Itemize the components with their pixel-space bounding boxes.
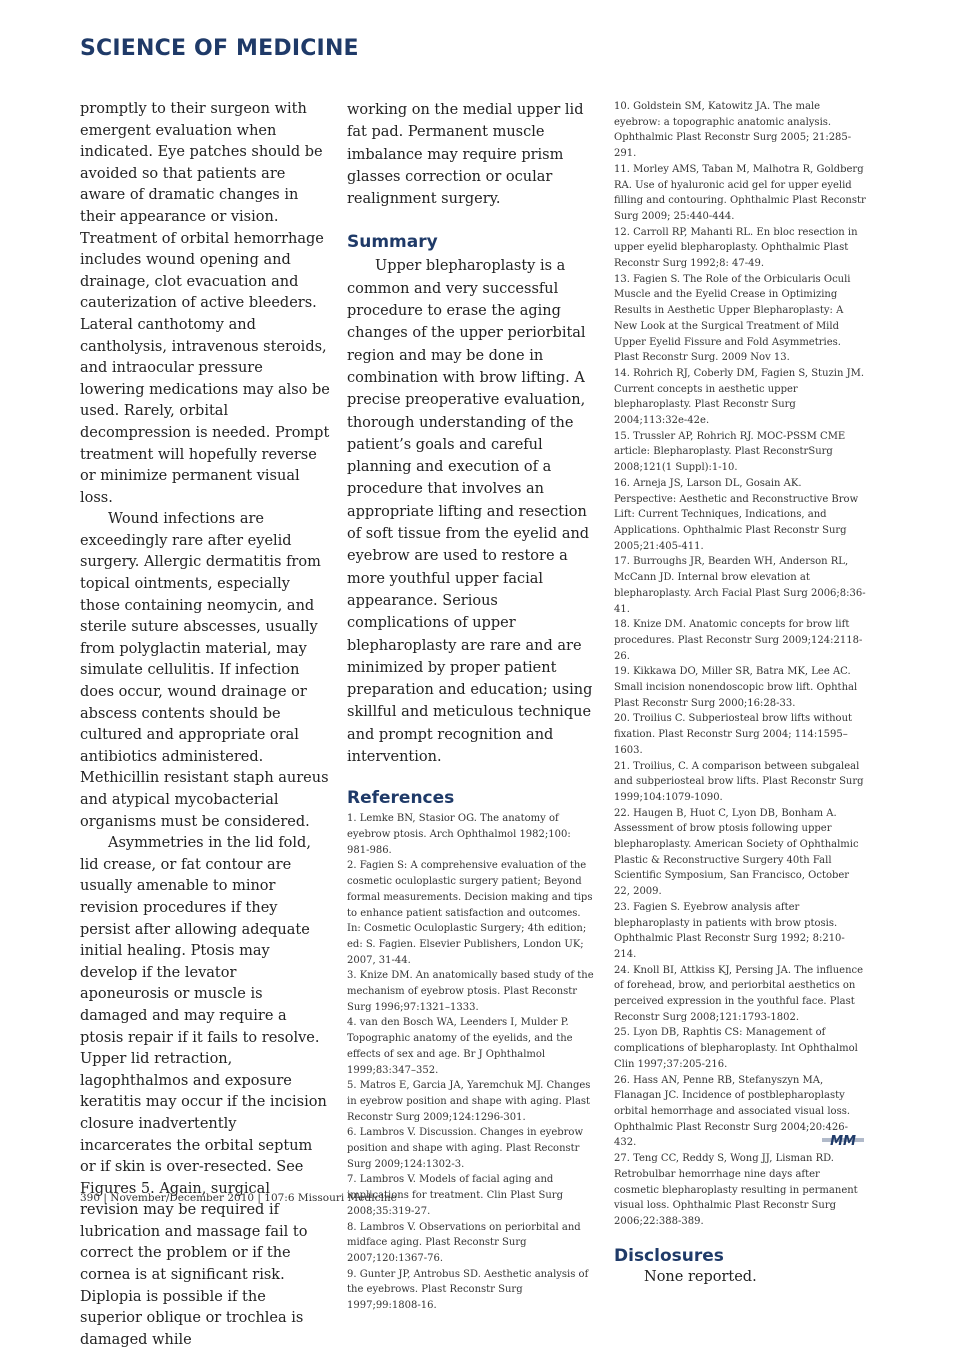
reference-list-continued — [614, 99, 866, 1230]
references-heading: References — [347, 788, 455, 809]
reference-item: 21. Troilius, C. A comparison between subgaleal and subperiosteal brow lifts. Plast Reconstr Surg 1999;104:1079-1090. — [614, 760, 864, 803]
reference-item: 1. Lemke BN, Stasior OG. The anatomy of eyebrow ptosis. Arch Ophthalmol 1982;100: 981-986. — [347, 813, 571, 856]
reference-item: 22. Haugen B, Huot C, Lyon DB, Bonham A. Assessment of brow ptosis following upper blepharoplasty. American Society of Ophthalmic Plastic & Reconstructive Surgery 40th Fall Scientific Symposium, San Francisco, October 22, 2009. — [614, 807, 859, 898]
body-paragraph: working on the medial upper lid fat pad. Permanent muscle imbalance may require prism glasses correction or ocular realignment surgery. — [347, 102, 584, 208]
summary-paragraph: Upper blepharoplasty is a common and very successful procedure to erase the aging changes of the upper periorbital region and may be done in combination with brow lifting. A precise preoperative evaluation, thorough understanding of the patient’s goals and careful planning and execution of a procedure that involves an appropriate lifting and resection of soft tissue from the eyelid and eyebrow are used to restore a more youthful upper facial appearance. Serious complications of upper blepharoplasty are rare and are minimized by proper patient preparation and education; using skillful and meticulous technique and prompt recognition and intervention. — [347, 258, 593, 766]
reference-item: 11. Morley AMS, Taban M, Malhotra R, Goldberg RA. Use of hyaluronic acid gel for upper eyelid filling and contouring. Ophthalmic Plast Reconstr Surg 2009; 25:440-444. — [614, 163, 866, 222]
reference-item: 3. Knize DM. An anatomically based study of the mechanism of eyebrow ptosis. Plast Reconstr Surg 1996;97:1321–1333. — [347, 970, 594, 1013]
reference-item: 16. Arneja JS, Larson DL, Gosain AK. Perspective: Aesthetic and Reconstructive Brow Lift: Current Techniques, Indications, and Applications. Ophthalmic Plast Reconstr Surg 2005;21:405-411. — [614, 477, 859, 552]
reference-item: 20. Troilius C. Subperiosteal brow lifts without fixation. Plast Reconstr Surg 2004; 114:1595–1603. — [614, 713, 853, 756]
reference-item: 6. Lambros V. Discussion. Changes in eyebrow position and shape with aging. Plast Reconstr Surg 2009;124:1302-3. — [347, 1127, 584, 1170]
reference-item: 4. van den Bosch WA, Leenders I, Mulder P. Topographic anatomy of the eyelids, and the effects of sex and age. Br J Ophthalmol 1999;83:347–352. — [347, 1017, 573, 1076]
body-paragraph: Asymmetries in the lid fold, lid crease, or fat contour are usually amenable to minor revision procedures if they persist after allowing adequate initial healing. Ptosis may develop if the levator aponeurosis or muscle is damaged and may require a ptosis repair if it fails to resolve. Upper lid retraction, lagophthalmos and exposure keratitis may occur if the incision closure inadvertently incarcerates the orbital septum or if skin is over-resected. See Figures 5. Again, surgical revision may be required if lubrication and massage fail to correct the problem or if the cornea is at significant risk. Diplopia is possible if the superior oblique or trochlea is damaged while — [80, 835, 327, 1348]
reference-item: 27. Teng CC, Reddy S, Wong JJ, Lisman RD. Retrobulbar hemorrhage nine days after cosmetic blepharoplasty resulting in permanent visual loss. Ophthalmic Plast Reconstr Surg 2006;22:388-389. — [614, 1153, 858, 1227]
reference-item: 19. Kikkawa DO, Miller SR, Batra MK, Lee AC. Small incision nonendoscopic brow lift. Ophthal Plast Reconstr Surg 2000;16:28-33. — [614, 666, 858, 709]
body-paragraph: Wound infections are exceedingly rare after eyelid surgery. Allergic dermatitis from topical ointments, especially those containing neomycin, and sterile suture abscesses, usually from polyglactin material, may simulate cellulitis. If infection does occur, wound drainage or abscess contents should be cultured and appropriate oral antibiotics administered. Methicillin resistant staph aureus and atypical mycobacterial organisms must be considered. — [80, 511, 329, 830]
reference-item: 24. Knoll BI, Attkiss KJ, Persing JA. The influence of forehead, brow, and periorbital aesthetics on perceived expression in the youthful face. Plast Reconstr Surg 2008;121:1793-1802. — [614, 964, 864, 1023]
body-paragraph: promptly to their surgeon with emergent evaluation when indicated. Eye patches should be avoided so that patients are aware of dramatic changes in their appearance or vision. Treatment of orbital hemorrhage includes wound opening and drainage, clot evacuation and cauterization of active bleeders. Lateral canthotomy and cantholysis, intravenous steroids, and intraocular pressure lowering medications may also be used. Rarely, orbital decompression is needed. Prompt treatment will hopefully reverse or minimize permanent visual loss. — [80, 101, 330, 506]
page-footer: 390 | November/December 2010 | 107:6 Missouri Medicine — [80, 1192, 397, 1204]
reference-item: 25. Lyon DB, Raphtis CS: Management of complications of blepharoplasty. Int Ophthalmol Clin 1997;37:205-216. — [614, 1027, 858, 1070]
reference-item: 2. Fagien S: A comprehensive evaluation of the cosmetic oculoplastic surgery patient; Beyond formal measurements. Decision making and tips to enhance patient satisfaction and outcomes. In: Cosmetic Oculoplastic Surgery; 4th edition; ed: S. Fagien. Elsevier Publishers, London UK; 2007, 31-44. — [347, 860, 593, 966]
reference-item: 12. Carroll RP, Mahanti RL. En bloc resection in upper eyelid blepharoplasty. Ophthalmic Plast Reconstr Surg 1992;8: 47-49. — [614, 226, 858, 270]
reference-list — [347, 811, 595, 1314]
reference-item: 8. Lambros V. Observations on periorbital and midface aging. Plast Reconstr Surg 2007;120:1367-76. — [347, 1221, 581, 1264]
reference-item: 26. Hass AN, Penne RB, Stefanyszyn MA, Flanagan JC. Incidence of postblepharoplasty orbital hemorrhage and associated visual loss. Ophthalmic Plast Reconstr Surg 2004;20:426-432. — [614, 1074, 851, 1149]
reference-item: 13. Fagien S. The Role of the Orbicularis Oculi Muscle and the Eyelid Crease in Optimizing Results in Aesthetic Upper Blepharoplasty: A New Look at the Surgical Treatment of Mild Upper Eyelid Fissure and Fold Asymmetries. Plast Reconstr Surg. 2009 Nov 13. — [614, 273, 851, 364]
reference-item: 17. Burroughs JR, Bearden WH, Anderson RL, McCann JD. Internal brow elevation at blepharoplasty. Arch Facial Plast Surg 2006;8:36-41. — [614, 556, 866, 615]
reference-item: 15. Trussler AP, Rohrich RJ. MOC-PSSM CME article: Blepharoplasty. Plast ReconstrSurg 2008;121(1 Suppl):1-10. — [614, 430, 846, 474]
body-column-1 — [80, 99, 330, 1351]
section-title: SCIENCE OF MEDICINE — [80, 36, 359, 61]
disclosures-section — [614, 1246, 866, 1288]
body-column-2 — [347, 99, 595, 1314]
reference-item: 9. Gunter JP, Antrobus SD. Aesthetic analysis of the eyebrows. Plast Reconstr Surg 1997;99:1808-16. — [347, 1268, 589, 1312]
reference-item: 14. Rohrich RJ, Coberly DM, Fagien S, Stuzin JM. Current concepts in aesthetic upper blepharoplasty. Plast Reconstr Surg 2004;113:32e-42e. — [614, 367, 865, 427]
reference-item: 23. Fagien S. Eyebrow analysis after blepharoplasty in patients with brow ptosis. Ophthalmic Plast Reconstr Surg 1992; 8:210-214. — [614, 901, 845, 960]
missouri-medicine-logo-icon — [822, 1133, 864, 1147]
reference-item: 18. Knize DM. Anatomic concepts for brow lift procedures. Plast Reconstr Surg 2009;124:2118-26. — [614, 619, 863, 662]
body-column-3 — [614, 99, 866, 1288]
disclosures-heading: Disclosures — [614, 1245, 724, 1266]
reference-item: 10. Goldstein SM, Katowitz JA. The male eyebrow: a topographic anatomic analysis. Ophthalmic Plast Reconstr Surg 2005; 21:285-291. — [614, 101, 852, 160]
reference-item: 7. Lambros V. Models of facial aging and implications for treatment. Clin Plast Surg 2008;35:319-27. — [347, 1174, 563, 1217]
summary-heading: Summary — [347, 232, 438, 253]
reference-item: 5. Matros E, Garcia JA, Yaremchuk MJ. Changes in eyebrow position and shape with aging. Plast Reconstr Surg 2009;124:1296-301. — [347, 1080, 591, 1123]
logo-text: MM — [830, 1134, 856, 1147]
disclosures-text: None reported. — [644, 1268, 757, 1285]
